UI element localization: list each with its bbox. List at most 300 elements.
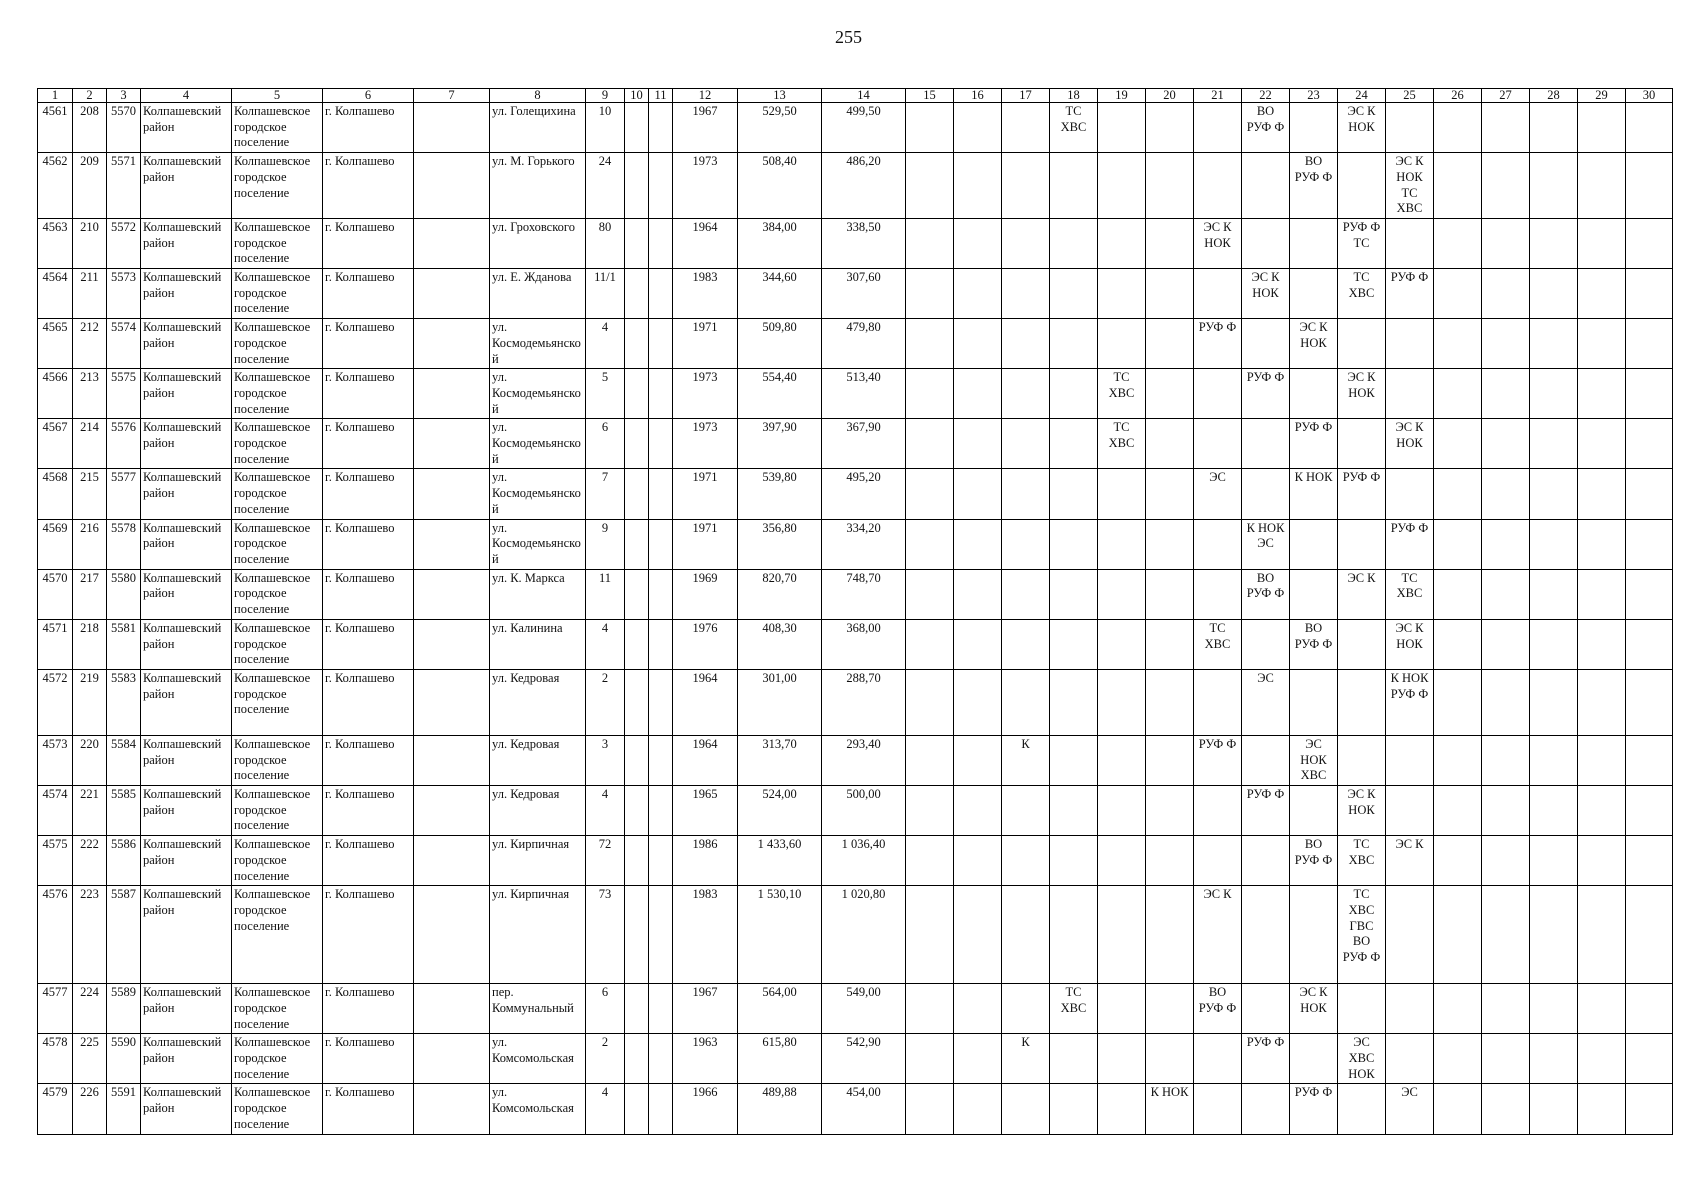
cell-col-29 xyxy=(1578,153,1626,219)
cell-col-21 xyxy=(1194,1034,1242,1084)
cell-col-24 xyxy=(1338,419,1386,469)
cell-col-23 xyxy=(1290,269,1338,319)
cell-col-16 xyxy=(954,836,1002,886)
cell-col-11 xyxy=(649,786,673,836)
cell-col-25: РУФ Ф xyxy=(1386,519,1434,569)
cell-col-27 xyxy=(1482,153,1530,219)
cell-col-13: 489,88 xyxy=(738,1084,822,1134)
column-header: 25 xyxy=(1386,89,1434,103)
cell-col-26 xyxy=(1434,218,1482,268)
column-header: 30 xyxy=(1626,89,1673,103)
cell-col-21 xyxy=(1194,519,1242,569)
cell-col-12: 1967 xyxy=(673,984,738,1034)
cell-col-2: 220 xyxy=(73,735,107,785)
cell-col-11 xyxy=(649,153,673,219)
cell-col-18 xyxy=(1050,886,1098,984)
cell-col-4: Колпашевский район xyxy=(141,836,232,886)
cell-col-11 xyxy=(649,984,673,1034)
cell-col-2: 222 xyxy=(73,836,107,886)
cell-col-6: г. Колпашево xyxy=(323,419,414,469)
cell-col-15 xyxy=(906,153,954,219)
column-header: 10 xyxy=(625,89,649,103)
cell-col-10 xyxy=(625,984,649,1034)
cell-col-23: ЭС К НОК xyxy=(1290,319,1338,369)
cell-col-2: 223 xyxy=(73,886,107,984)
cell-col-15 xyxy=(906,569,954,619)
cell-col-13: 1 530,10 xyxy=(738,886,822,984)
column-header: 1 xyxy=(38,89,73,103)
cell-col-14: 542,90 xyxy=(822,1034,906,1084)
cell-col-28 xyxy=(1530,419,1578,469)
cell-col-11 xyxy=(649,103,673,153)
cell-col-12: 1964 xyxy=(673,669,738,735)
cell-col-11 xyxy=(649,469,673,519)
column-header: 26 xyxy=(1434,89,1482,103)
cell-col-29 xyxy=(1578,369,1626,419)
cell-col-11 xyxy=(649,519,673,569)
cell-col-28 xyxy=(1530,369,1578,419)
column-header: 15 xyxy=(906,89,954,103)
cell-col-29 xyxy=(1578,103,1626,153)
cell-col-28 xyxy=(1530,619,1578,669)
cell-col-28 xyxy=(1530,1034,1578,1084)
cell-col-16 xyxy=(954,619,1002,669)
cell-col-13: 509,80 xyxy=(738,319,822,369)
cell-col-11 xyxy=(649,619,673,669)
cell-col-17 xyxy=(1002,419,1050,469)
cell-col-25: ЭС К НОК xyxy=(1386,619,1434,669)
cell-col-24: ЭС К НОК xyxy=(1338,103,1386,153)
cell-col-25 xyxy=(1386,319,1434,369)
cell-col-3: 5583 xyxy=(107,669,141,735)
cell-col-19: ТС ХВС xyxy=(1098,369,1146,419)
cell-col-10 xyxy=(625,269,649,319)
cell-col-18 xyxy=(1050,836,1098,886)
cell-col-28 xyxy=(1530,153,1578,219)
cell-col-29 xyxy=(1578,735,1626,785)
cell-col-26 xyxy=(1434,886,1482,984)
cell-col-15 xyxy=(906,669,954,735)
column-header: 18 xyxy=(1050,89,1098,103)
cell-col-4: Колпашевский район xyxy=(141,369,232,419)
cell-col-25 xyxy=(1386,1034,1434,1084)
cell-col-21 xyxy=(1194,269,1242,319)
cell-col-17 xyxy=(1002,836,1050,886)
cell-col-2: 213 xyxy=(73,369,107,419)
cell-col-8: ул. Кедровая xyxy=(490,669,586,735)
cell-col-2: 218 xyxy=(73,619,107,669)
cell-col-12: 1983 xyxy=(673,269,738,319)
cell-col-15 xyxy=(906,886,954,984)
housing-register-table xyxy=(37,88,1673,1135)
cell-col-7 xyxy=(414,319,490,369)
cell-col-2: 226 xyxy=(73,1084,107,1134)
cell-col-25: ЭС К xyxy=(1386,836,1434,886)
cell-col-30 xyxy=(1626,786,1673,836)
cell-col-7 xyxy=(414,886,490,984)
cell-col-6: г. Колпашево xyxy=(323,886,414,984)
cell-col-26 xyxy=(1434,369,1482,419)
cell-col-24 xyxy=(1338,984,1386,1034)
cell-col-8: ул. Космодемьянской xyxy=(490,519,586,569)
cell-col-12: 1971 xyxy=(673,319,738,369)
cell-col-15 xyxy=(906,269,954,319)
cell-col-7 xyxy=(414,1084,490,1134)
cell-col-20 xyxy=(1146,786,1194,836)
cell-col-21 xyxy=(1194,786,1242,836)
cell-col-7 xyxy=(414,836,490,886)
cell-col-9: 4 xyxy=(586,1084,625,1134)
cell-col-10 xyxy=(625,1084,649,1134)
table-row xyxy=(38,103,1673,153)
column-header: 8 xyxy=(490,89,586,103)
cell-col-25: ЭС К НОК xyxy=(1386,419,1434,469)
cell-col-29 xyxy=(1578,984,1626,1034)
cell-col-16 xyxy=(954,735,1002,785)
cell-col-13: 408,30 xyxy=(738,619,822,669)
cell-col-9: 9 xyxy=(586,519,625,569)
cell-col-20 xyxy=(1146,984,1194,1034)
cell-col-17 xyxy=(1002,319,1050,369)
cell-col-21 xyxy=(1194,369,1242,419)
cell-col-30 xyxy=(1626,735,1673,785)
cell-col-19 xyxy=(1098,519,1146,569)
cell-col-14: 367,90 xyxy=(822,419,906,469)
cell-col-20 xyxy=(1146,153,1194,219)
cell-col-18 xyxy=(1050,369,1098,419)
cell-col-8: ул. К. Маркса xyxy=(490,569,586,619)
cell-col-12: 1965 xyxy=(673,786,738,836)
cell-col-19 xyxy=(1098,569,1146,619)
cell-col-26 xyxy=(1434,619,1482,669)
cell-col-16 xyxy=(954,569,1002,619)
table-row xyxy=(38,419,1673,469)
cell-col-6: г. Колпашево xyxy=(323,369,414,419)
cell-col-11 xyxy=(649,369,673,419)
cell-col-20: К НОК xyxy=(1146,1084,1194,1134)
cell-col-9: 4 xyxy=(586,319,625,369)
cell-col-15 xyxy=(906,1034,954,1084)
column-header: 3 xyxy=(107,89,141,103)
cell-col-30 xyxy=(1626,369,1673,419)
cell-col-5: Колпашевское городское поселение xyxy=(232,519,323,569)
cell-col-21: РУФ Ф xyxy=(1194,735,1242,785)
cell-col-22 xyxy=(1242,469,1290,519)
cell-col-20 xyxy=(1146,886,1194,984)
table-row xyxy=(38,984,1673,1034)
cell-col-24 xyxy=(1338,669,1386,735)
cell-col-4: Колпашевский район xyxy=(141,984,232,1034)
cell-col-21: РУФ Ф xyxy=(1194,319,1242,369)
cell-col-8: ул. Кедровая xyxy=(490,786,586,836)
cell-col-1: 4579 xyxy=(38,1084,73,1134)
cell-col-12: 1964 xyxy=(673,735,738,785)
cell-col-19 xyxy=(1098,1084,1146,1134)
cell-col-25 xyxy=(1386,735,1434,785)
cell-col-18 xyxy=(1050,669,1098,735)
cell-col-20 xyxy=(1146,619,1194,669)
cell-col-20 xyxy=(1146,519,1194,569)
cell-col-14: 454,00 xyxy=(822,1084,906,1134)
cell-col-13: 539,80 xyxy=(738,469,822,519)
cell-col-7 xyxy=(414,669,490,735)
cell-col-1: 4576 xyxy=(38,886,73,984)
cell-col-12: 1973 xyxy=(673,369,738,419)
cell-col-14: 500,00 xyxy=(822,786,906,836)
cell-col-22: ВО РУФ Ф xyxy=(1242,569,1290,619)
cell-col-23 xyxy=(1290,218,1338,268)
cell-col-10 xyxy=(625,519,649,569)
cell-col-5: Колпашевское городское поселение xyxy=(232,153,323,219)
table-row xyxy=(38,669,1673,735)
cell-col-10 xyxy=(625,836,649,886)
cell-col-19 xyxy=(1098,786,1146,836)
cell-col-28 xyxy=(1530,1084,1578,1134)
cell-col-3: 5586 xyxy=(107,836,141,886)
cell-col-3: 5573 xyxy=(107,269,141,319)
cell-col-10 xyxy=(625,319,649,369)
cell-col-28 xyxy=(1530,669,1578,735)
cell-col-5: Колпашевское городское поселение xyxy=(232,269,323,319)
cell-col-1: 4570 xyxy=(38,569,73,619)
cell-col-1: 4568 xyxy=(38,469,73,519)
cell-col-19 xyxy=(1098,153,1146,219)
cell-col-15 xyxy=(906,419,954,469)
cell-col-30 xyxy=(1626,836,1673,886)
cell-col-4: Колпашевский район xyxy=(141,218,232,268)
cell-col-7 xyxy=(414,218,490,268)
cell-col-28 xyxy=(1530,569,1578,619)
cell-col-27 xyxy=(1482,419,1530,469)
cell-col-23: РУФ Ф xyxy=(1290,1084,1338,1134)
cell-col-10 xyxy=(625,369,649,419)
column-header: 24 xyxy=(1338,89,1386,103)
cell-col-25: ЭС К НОК ТС ХВС xyxy=(1386,153,1434,219)
cell-col-19 xyxy=(1098,619,1146,669)
cell-col-11 xyxy=(649,419,673,469)
cell-col-24 xyxy=(1338,1084,1386,1134)
cell-col-21: ВО РУФ Ф xyxy=(1194,984,1242,1034)
cell-col-4: Колпашевский район xyxy=(141,1034,232,1084)
cell-col-25: РУФ Ф xyxy=(1386,269,1434,319)
cell-col-2: 215 xyxy=(73,469,107,519)
cell-col-5: Колпашевское городское поселение xyxy=(232,319,323,369)
cell-col-7 xyxy=(414,1034,490,1084)
cell-col-21: ЭС К xyxy=(1194,886,1242,984)
table-row xyxy=(38,153,1673,219)
cell-col-28 xyxy=(1530,984,1578,1034)
cell-col-27 xyxy=(1482,569,1530,619)
cell-col-30 xyxy=(1626,886,1673,984)
cell-col-27 xyxy=(1482,103,1530,153)
cell-col-28 xyxy=(1530,218,1578,268)
cell-col-8: ул. Е. Жданова xyxy=(490,269,586,319)
cell-col-22: ЭС xyxy=(1242,669,1290,735)
cell-col-8: ул. Комсомольская xyxy=(490,1084,586,1134)
cell-col-1: 4566 xyxy=(38,369,73,419)
cell-col-12: 1966 xyxy=(673,1084,738,1134)
cell-col-4: Колпашевский район xyxy=(141,569,232,619)
cell-col-8: ул. Комсомольская xyxy=(490,1034,586,1084)
cell-col-6: г. Колпашево xyxy=(323,735,414,785)
column-header: 13 xyxy=(738,89,822,103)
cell-col-24: ТС ХВС xyxy=(1338,269,1386,319)
cell-col-22: ЭС К НОК xyxy=(1242,269,1290,319)
cell-col-7 xyxy=(414,786,490,836)
cell-col-10 xyxy=(625,153,649,219)
cell-col-8: ул. Голещихина xyxy=(490,103,586,153)
cell-col-11 xyxy=(649,836,673,886)
cell-col-3: 5578 xyxy=(107,519,141,569)
cell-col-21 xyxy=(1194,103,1242,153)
cell-col-4: Колпашевский район xyxy=(141,469,232,519)
column-header: 21 xyxy=(1194,89,1242,103)
cell-col-2: 219 xyxy=(73,669,107,735)
cell-col-14: 499,50 xyxy=(822,103,906,153)
cell-col-14: 486,20 xyxy=(822,153,906,219)
cell-col-14: 288,70 xyxy=(822,669,906,735)
cell-col-13: 301,00 xyxy=(738,669,822,735)
cell-col-4: Колпашевский район xyxy=(141,619,232,669)
cell-col-15 xyxy=(906,836,954,886)
cell-col-2: 224 xyxy=(73,984,107,1034)
cell-col-11 xyxy=(649,1034,673,1084)
cell-col-5: Колпашевское городское поселение xyxy=(232,1084,323,1134)
column-header: 9 xyxy=(586,89,625,103)
cell-col-7 xyxy=(414,469,490,519)
cell-col-27 xyxy=(1482,319,1530,369)
cell-col-3: 5590 xyxy=(107,1034,141,1084)
cell-col-9: 2 xyxy=(586,669,625,735)
cell-col-24: ТС ХВС ГВС ВО РУФ Ф xyxy=(1338,886,1386,984)
cell-col-23 xyxy=(1290,786,1338,836)
cell-col-30 xyxy=(1626,669,1673,735)
cell-col-3: 5576 xyxy=(107,419,141,469)
cell-col-16 xyxy=(954,419,1002,469)
cell-col-18 xyxy=(1050,469,1098,519)
cell-col-11 xyxy=(649,269,673,319)
cell-col-10 xyxy=(625,619,649,669)
cell-col-26 xyxy=(1434,836,1482,886)
cell-col-29 xyxy=(1578,269,1626,319)
cell-col-3: 5591 xyxy=(107,1084,141,1134)
cell-col-11 xyxy=(649,569,673,619)
cell-col-8: пер. Коммунальный xyxy=(490,984,586,1034)
cell-col-10 xyxy=(625,786,649,836)
cell-col-21: ЭС xyxy=(1194,469,1242,519)
column-header: 23 xyxy=(1290,89,1338,103)
table-row xyxy=(38,1034,1673,1084)
cell-col-12: 1971 xyxy=(673,469,738,519)
cell-col-16 xyxy=(954,153,1002,219)
cell-col-25 xyxy=(1386,469,1434,519)
cell-col-12: 1976 xyxy=(673,619,738,669)
cell-col-13: 564,00 xyxy=(738,984,822,1034)
cell-col-9: 6 xyxy=(586,419,625,469)
table-row xyxy=(38,369,1673,419)
cell-col-7 xyxy=(414,735,490,785)
cell-col-5: Колпашевское городское поселение xyxy=(232,469,323,519)
cell-col-18 xyxy=(1050,153,1098,219)
cell-col-26 xyxy=(1434,786,1482,836)
cell-col-12: 1971 xyxy=(673,519,738,569)
cell-col-19 xyxy=(1098,103,1146,153)
cell-col-9: 5 xyxy=(586,369,625,419)
cell-col-22 xyxy=(1242,619,1290,669)
cell-col-24: ТС ХВС xyxy=(1338,836,1386,886)
column-header: 14 xyxy=(822,89,906,103)
cell-col-13: 313,70 xyxy=(738,735,822,785)
cell-col-26 xyxy=(1434,569,1482,619)
column-header: 12 xyxy=(673,89,738,103)
column-header: 29 xyxy=(1578,89,1626,103)
table-row xyxy=(38,218,1673,268)
cell-col-11 xyxy=(649,669,673,735)
cell-col-27 xyxy=(1482,1034,1530,1084)
cell-col-11 xyxy=(649,319,673,369)
cell-col-22 xyxy=(1242,1084,1290,1134)
table-row xyxy=(38,569,1673,619)
cell-col-2: 216 xyxy=(73,519,107,569)
cell-col-30 xyxy=(1626,519,1673,569)
cell-col-16 xyxy=(954,369,1002,419)
cell-col-1: 4577 xyxy=(38,984,73,1034)
cell-col-27 xyxy=(1482,469,1530,519)
cell-col-17 xyxy=(1002,469,1050,519)
cell-col-27 xyxy=(1482,218,1530,268)
cell-col-3: 5572 xyxy=(107,218,141,268)
cell-col-16 xyxy=(954,519,1002,569)
cell-col-26 xyxy=(1434,519,1482,569)
cell-col-20 xyxy=(1146,469,1194,519)
cell-col-15 xyxy=(906,103,954,153)
cell-col-19 xyxy=(1098,984,1146,1034)
cell-col-19: ТС ХВС xyxy=(1098,419,1146,469)
cell-col-6: г. Колпашево xyxy=(323,269,414,319)
cell-col-18 xyxy=(1050,1084,1098,1134)
cell-col-8: ул. Кирпичная xyxy=(490,836,586,886)
cell-col-16 xyxy=(954,103,1002,153)
cell-col-25 xyxy=(1386,369,1434,419)
cell-col-19 xyxy=(1098,218,1146,268)
cell-col-30 xyxy=(1626,569,1673,619)
cell-col-6: г. Колпашево xyxy=(323,218,414,268)
cell-col-22 xyxy=(1242,735,1290,785)
cell-col-20 xyxy=(1146,836,1194,886)
cell-col-22 xyxy=(1242,319,1290,369)
cell-col-5: Колпашевское городское поселение xyxy=(232,669,323,735)
cell-col-28 xyxy=(1530,103,1578,153)
cell-col-25 xyxy=(1386,984,1434,1034)
cell-col-10 xyxy=(625,1034,649,1084)
cell-col-22: РУФ Ф xyxy=(1242,786,1290,836)
cell-col-10 xyxy=(625,569,649,619)
cell-col-22: РУФ Ф xyxy=(1242,1034,1290,1084)
cell-col-18: ТС ХВС xyxy=(1050,984,1098,1034)
cell-col-2: 217 xyxy=(73,569,107,619)
cell-col-23: ВО РУФ Ф xyxy=(1290,619,1338,669)
cell-col-29 xyxy=(1578,218,1626,268)
cell-col-16 xyxy=(954,669,1002,735)
cell-col-27 xyxy=(1482,886,1530,984)
cell-col-2: 209 xyxy=(73,153,107,219)
cell-col-3: 5585 xyxy=(107,786,141,836)
cell-col-7 xyxy=(414,153,490,219)
cell-col-18 xyxy=(1050,519,1098,569)
cell-col-20 xyxy=(1146,569,1194,619)
column-header: 19 xyxy=(1098,89,1146,103)
cell-col-4: Колпашевский район xyxy=(141,319,232,369)
